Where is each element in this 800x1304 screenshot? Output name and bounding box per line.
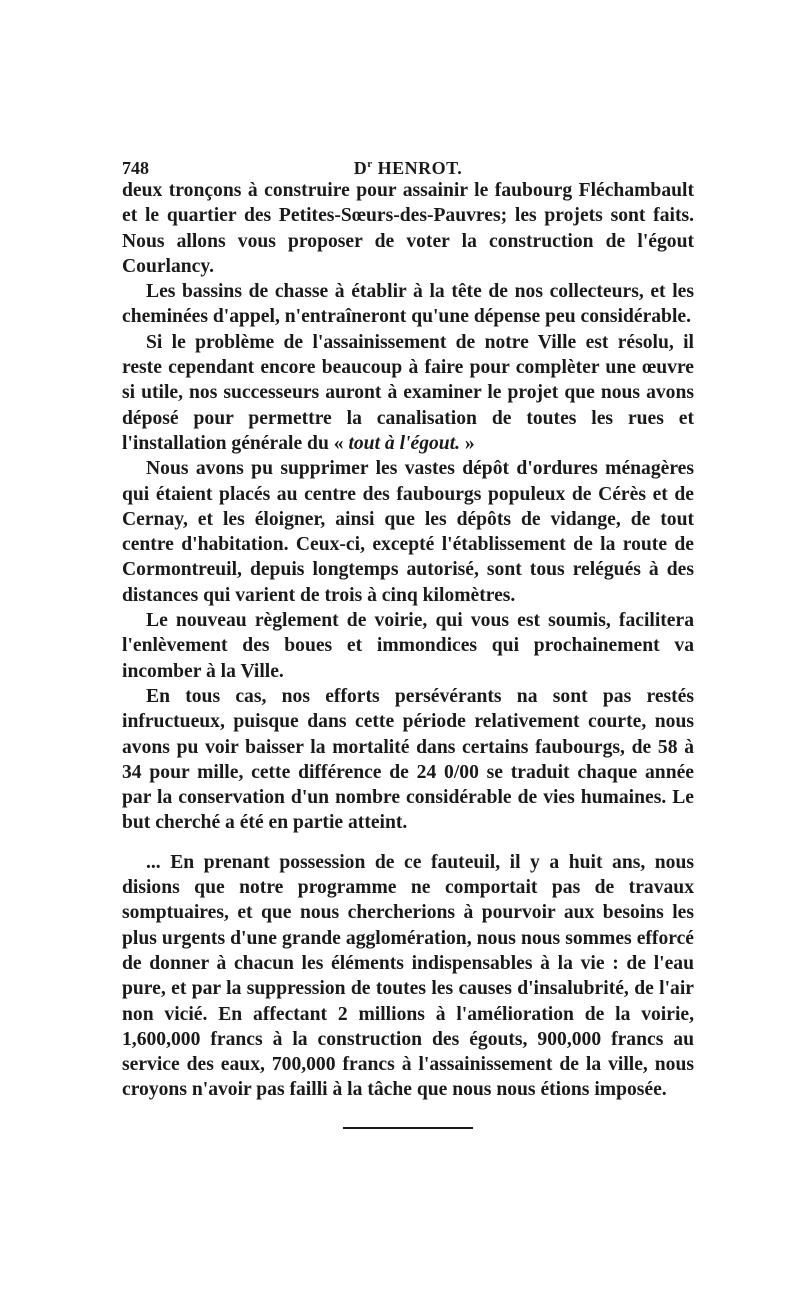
page-number: 748 [122, 158, 149, 178]
running-head [122, 150, 694, 178]
running-title-prefix: D [353, 158, 368, 178]
body-text [122, 178, 694, 1103]
paragraph-1: deux tronçons à construire pour assainir le faubourg Fléchambault et le quartier des Petites-Sœurs-des-Pauvres; les projets sont faits. Nous allons vous proposer de voter la construction de l'égout Courlancy. [122, 180, 694, 277]
paragraph-6: En tous cas, nos efforts persévérants na sont pas restés infructueux, puisque dans cette période relativement courte, nous avons pu voir baisser la mortalité dans certains faubourgs, de 58 à 34 pour mille, cette différence de 24 0/00 se traduit chaque année par la conservation d'un nombre considérable de vies humaines. Le but cherché a été en partie atteint. [122, 685, 694, 834]
paragraph-2: Les bassins de chasse à établir à la tête de nos collecteurs, et les cheminées d'appel, n'entraîneront qu'une dépense peu considérable. [122, 281, 694, 328]
paragraph-3-italic: tout à l'égout. [348, 432, 461, 454]
running-title-superscript: r [367, 158, 373, 170]
paragraph-4: Nous avons pu supprimer les vastes dépôt d'ordures ménagères qui étaient placés au centre des faubourgs populeux de Cérès et de Cernay, et les éloigner, ainsi que les dépôts de vidange, de tout centre d'habitation. Ceux-ci, excepté l'établissement de la route de Cormontreuil, depuis longtemps autorisé, sont tous relégués à des distances qui varient de trois à cinq kilomètres. [122, 458, 694, 606]
end-rule [343, 1127, 473, 1129]
paragraph-3-closing: » [460, 432, 475, 454]
book-page [122, 150, 694, 1129]
paragraph-7: ... En prenant possession de ce fauteuil, il y a huit ans, nous disions que notre programme ne comportait pas de travaux somptuaires, et que nous chercherions à pourvoir aux besoins les plus urgents d'une grande agglomération, nous nous sommes efforcé de donner à chacun les éléments indispensables à la vie : de l'eau pure, et par la suppression de toutes les causes d'insalubrité, de l'air non vicié. En affectant 2 millions à l'amélioration de la voirie, 1,600,000 francs à la construction des égouts, 900,000 francs au service des eaux, 700,000 francs à l'assainissement de la ville, nous croyons n'avoir pas failli à la tâche que nous nous étions imposée. [122, 851, 694, 1101]
paragraph-3-text: Si le problème de l'assainissement de notre Ville est résolu, il reste cependant encore beaucoup à faire pour complèter une œuvre si utile, nos successeurs auront à examiner le projet que nous avons déposé pour permettre la canalisation de toutes les rues et l'installation générale du « [122, 331, 694, 454]
paragraph-3 [122, 330, 694, 456]
running-title-name: HENROT. [372, 158, 463, 178]
running-title [122, 158, 694, 179]
paragraph-5: Le nouveau règlement de voirie, qui vous est soumis, facilitera l'enlèvement des boues et immondices qui prochainement va incomber à la Ville. [122, 610, 694, 682]
